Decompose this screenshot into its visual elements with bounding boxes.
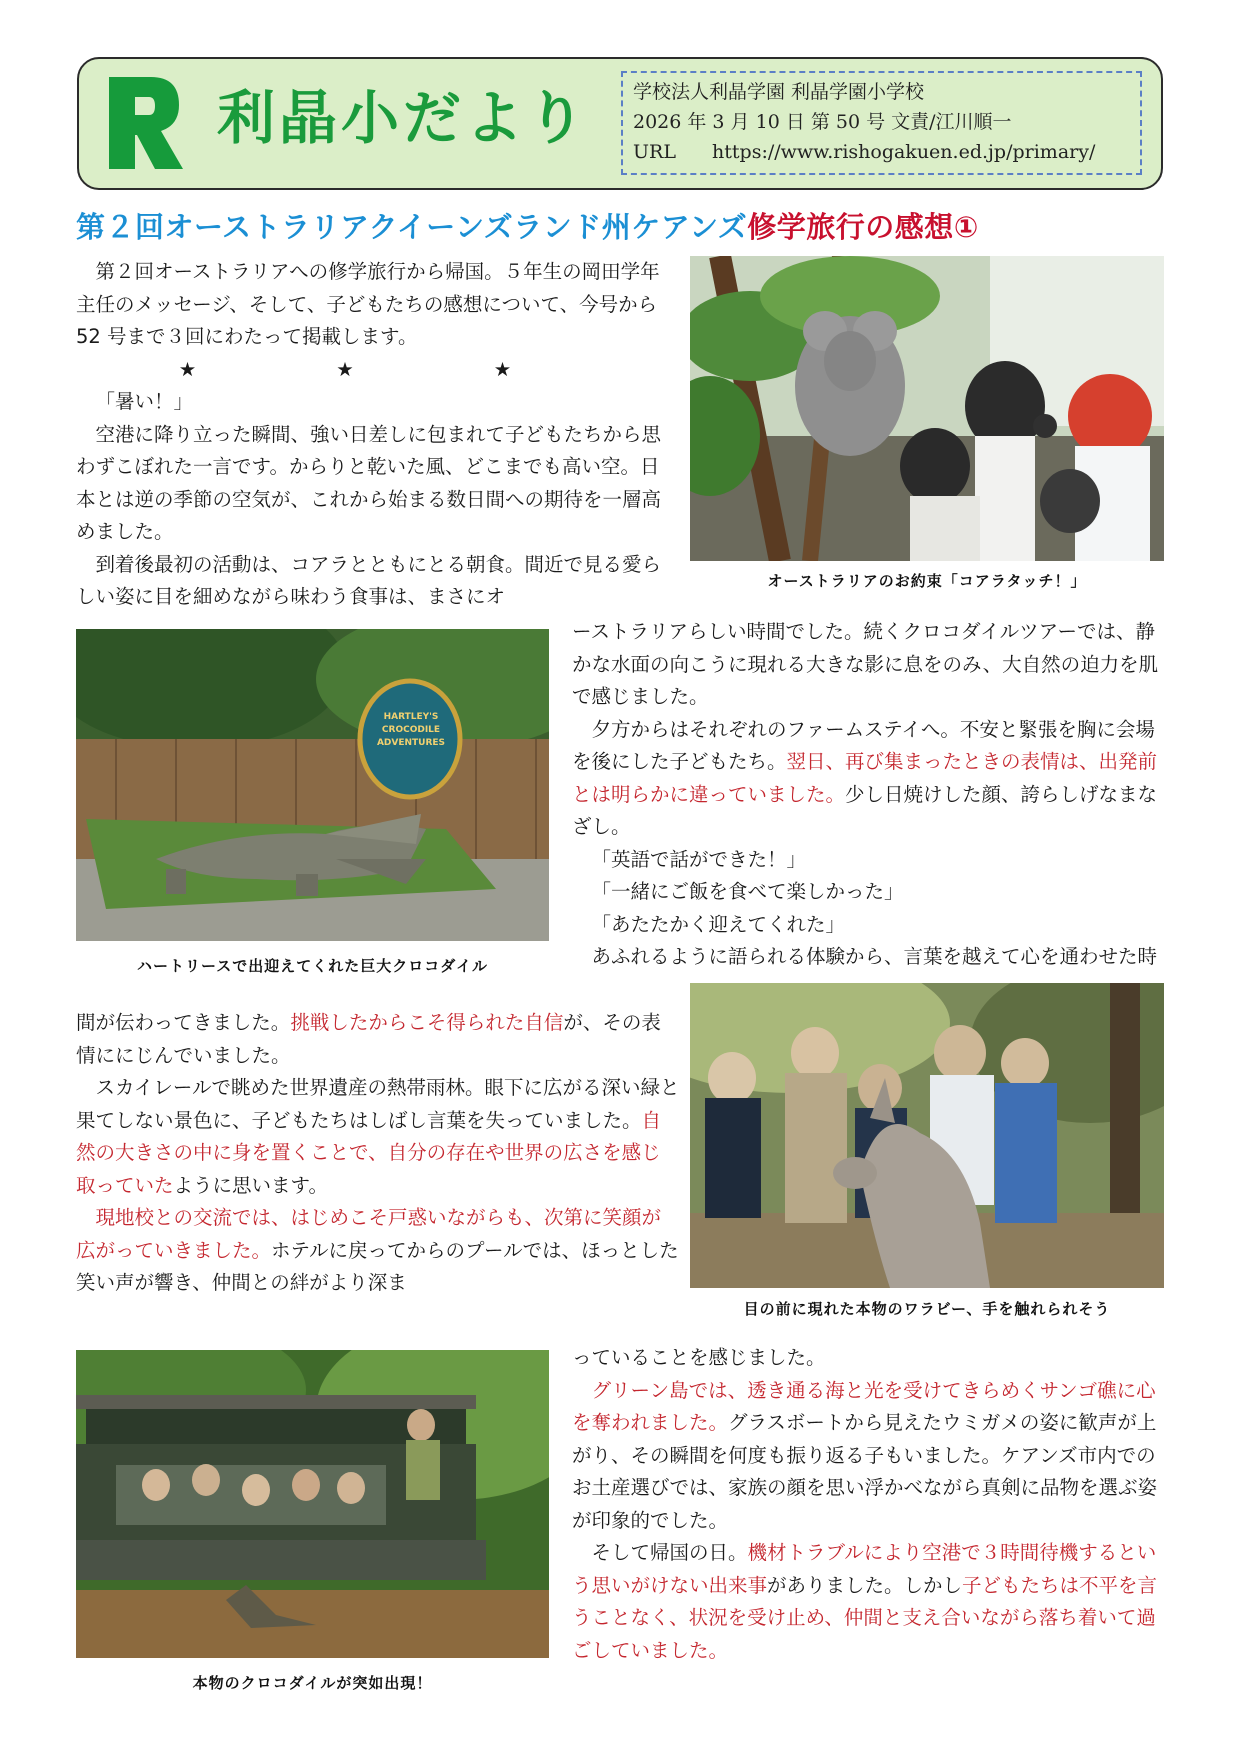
paragraph-hearts-a: あふれるように語られる体験から、言葉を越えて心を通わせた時 bbox=[591, 945, 1158, 968]
url-label: URL bbox=[633, 141, 676, 163]
newsletter-title: 利晶小だより bbox=[217, 84, 590, 152]
paragraph-koala-b: ーストラリアらしい時間でした。続くクロコダイルツアーでは、静かな水面の向こうに現れる大きな影に息をのみ、大自然の迫力を肌で感じました。 bbox=[572, 620, 1159, 708]
text-block-intro bbox=[76, 256, 674, 614]
issue-line: 2026 年 3 月 10 日 第 50 号 文責/江川順一 bbox=[633, 111, 1012, 133]
school-name: 学校法人利晶学園 利晶学園小学校 bbox=[633, 81, 925, 103]
text-block-farmstay bbox=[572, 616, 1164, 974]
url-line bbox=[633, 137, 1130, 167]
text-block-skyrail bbox=[76, 1007, 680, 1300]
paragraph-koala-a: 到着後最初の活動は、コアラとともにとる朝食。間近で見る愛らしい姿に目を細めながら味わう食事は、まさにオ bbox=[76, 552, 662, 608]
quote-welcome: 「あたたかく迎えてくれた」 bbox=[591, 912, 846, 936]
paragraph-hearts-b: 間が伝わってきました。挑戦したからこそ得られた自信が、その表情ににじんでいました。 bbox=[76, 1011, 661, 1067]
quote-meal: 「一緒にご飯を食べて楽しかった」 bbox=[591, 880, 904, 903]
caption-koala: オーストラリアのお約束「コアラタッチ！」 bbox=[767, 572, 1087, 590]
text-block-green-island bbox=[572, 1342, 1164, 1667]
article-headline bbox=[76, 205, 1176, 246]
photo-wallaby bbox=[690, 983, 1164, 1288]
intro-paragraph: 第２回オーストラリアへの修学旅行から帰国。５年生の岡田学年主任のメッセージ、そして、子どもたちの感想について、今号から 52 号まで３回にわたって掲載します。 bbox=[76, 260, 660, 348]
caption-wallaby: 目の前に現れた本物のワラビー、手を触れられそう bbox=[743, 1300, 1111, 1318]
school-logo bbox=[103, 73, 185, 173]
paragraph-farmstay: 夕方からはそれぞれのファームステイへ。不安と緊張を胸に会場を後にした子どもたち。翌日、再び集まったときの表情は、出発前とは明らかに違っていました。少し日焼けした顔、誇らしげなまなざし。 bbox=[572, 717, 1158, 838]
paragraph-skyrail: スカイレールで眺めた世界遺産の熱帯雨林。眼下に広がる深い緑と果てしない景色に、子どもたちはしばし言葉を失っていました。自然の大きさの中に身を置くことで、自分の存在や世界の広さを感じ取っていたように思います。 bbox=[76, 1076, 680, 1197]
headline-main: 第２回オーストラリアクイーンズランド州ケアンズ bbox=[76, 210, 748, 244]
quote-english: 「英語で話ができた！」 bbox=[591, 847, 807, 871]
quote-hot: 「暑い！」 bbox=[95, 390, 194, 413]
paragraph-return-day: そして帰国の日。機材トラブルにより空港で３時間待機するという思いがけない出来事がありました。しかし子どもたちは不平を言うことなく、状況を受け止め、仲間と支え合いながら落ち着いて過ごしていました。 bbox=[572, 1541, 1158, 1662]
caption-crocodile-statue: ハートリースで出迎えてくれた巨大クロコダイル bbox=[137, 957, 488, 975]
park-sign: HARTLEY'S CROCODILE ADVENTURES bbox=[376, 712, 446, 748]
paragraph-arrival: 空港に降り立った瞬間、強い日差しに包まれて子どもたちから思わずこぼれた一言です。からりと乾いた風、どこまでも高い空。日本とは逆の季節の空気が、これから始まる数日間への期待を一層高めました。 bbox=[76, 422, 662, 543]
paragraph-school-exchange-b: っていることを感じました。 bbox=[572, 1346, 826, 1369]
newsletter-header bbox=[77, 57, 1163, 190]
url-link[interactable]: https://www.rishogakuen.ed.jp/primary/ bbox=[712, 141, 1096, 163]
caption-crocodile-boat: 本物のクロコダイルが突如出現！ bbox=[192, 1674, 433, 1692]
star-divider: ★★★ bbox=[178, 357, 652, 381]
photo-koala bbox=[690, 256, 1164, 561]
paragraph-school-exchange: 現地校との交流では、はじめこそ戸惑いながらも、次第に笑顔が広がっていきました。ホテルに戻ってからのプールでは、ほっとした笑い声が響き、仲間との絆がより深ま bbox=[76, 1206, 679, 1294]
headline-sub: 修学旅行の感想① bbox=[747, 210, 979, 244]
photo-crocodile-statue bbox=[76, 629, 549, 941]
photo-crocodile-boat bbox=[76, 1350, 549, 1658]
paragraph-green-island: グリーン島では、透き通る海と光を受けてきらめくサンゴ礁に心を奪われました。グラスボートから見えたウミガメの姿に歓声が上がり、その瞬間を何度も振り返る子もいました。ケアンズ市内でのお土産選びでは、家族の顔を思い浮かべながら真剣に品物を選ぶ姿が印象的でした。 bbox=[572, 1378, 1158, 1532]
issue-info bbox=[621, 71, 1142, 175]
